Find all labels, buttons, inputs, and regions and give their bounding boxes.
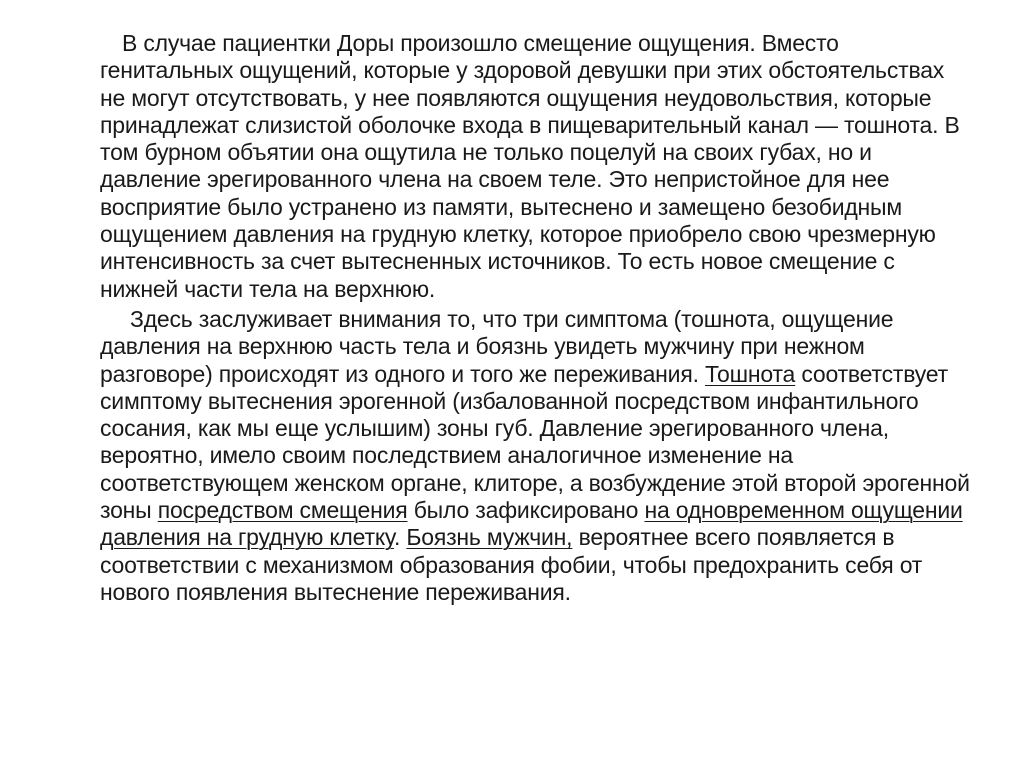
underlined-nausea: Тошнота bbox=[704, 360, 796, 387]
paragraph-2-part-4: . bbox=[393, 524, 407, 551]
underlined-chest-pressure: на одновременном ощущении давления на грудную клетку bbox=[100, 497, 963, 551]
paragraph-1: В случае пациентки Доры произошло смещение ощущения. Вместо генитальных ощущений, которые у здоровой девушки при этих обстоятельствах не могут отсутствовать, у нее появляются ощущения неудовольствия, которые принадлежат слизистой оболочке входа в пищеварительный канал — тошнота. В том бурном объятии она ощутила не только поцелуй на своих губах, но и давление эрегированного члена на своем теле. Это непристойное для нее восприятие было устранено из памяти, вытеснено и замещено безобидным ощущением давления на грудную клетку, которое приобрело свою чрезмерную интенсивность за счет вытесненных источников. То есть новое смещение с нижней части тела на верхнюю. bbox=[100, 30, 960, 302]
paragraph-2-part-2: соответствует симптому вытеснения эрогенной (избалованной посредством инфантильного сосания, как мы еще услышим) зоны губ. Давление эрегированного члена, вероятно, имело своим последствием аналогичное изменение на соответствующем женском органе, клиторе, а возбуждение этой второй эрогенной зоны bbox=[100, 360, 970, 524]
paragraph-2-part-5: вероятнее всего появляется в соответствии с механизмом образования фобии, чтобы предохранить себя от нового появления вытеснение переживания. bbox=[100, 524, 923, 605]
text-body bbox=[100, 30, 975, 606]
underlined-fear-of-men: Боязнь мужчин, bbox=[406, 524, 573, 551]
paragraph-2-part-3: было зафиксировано bbox=[407, 497, 645, 524]
underlined-displacement: посредством смещения bbox=[157, 497, 408, 524]
paragraph-2-part-1: Здесь заслуживает внимания то, что три симптома (тошнота, ощущение давления на верхнюю часть тела и боязнь увидеть мужчину при нежном разговоре) происходят из одного и того же переживания. bbox=[100, 305, 894, 387]
paragraph-2 bbox=[100, 306, 975, 606]
